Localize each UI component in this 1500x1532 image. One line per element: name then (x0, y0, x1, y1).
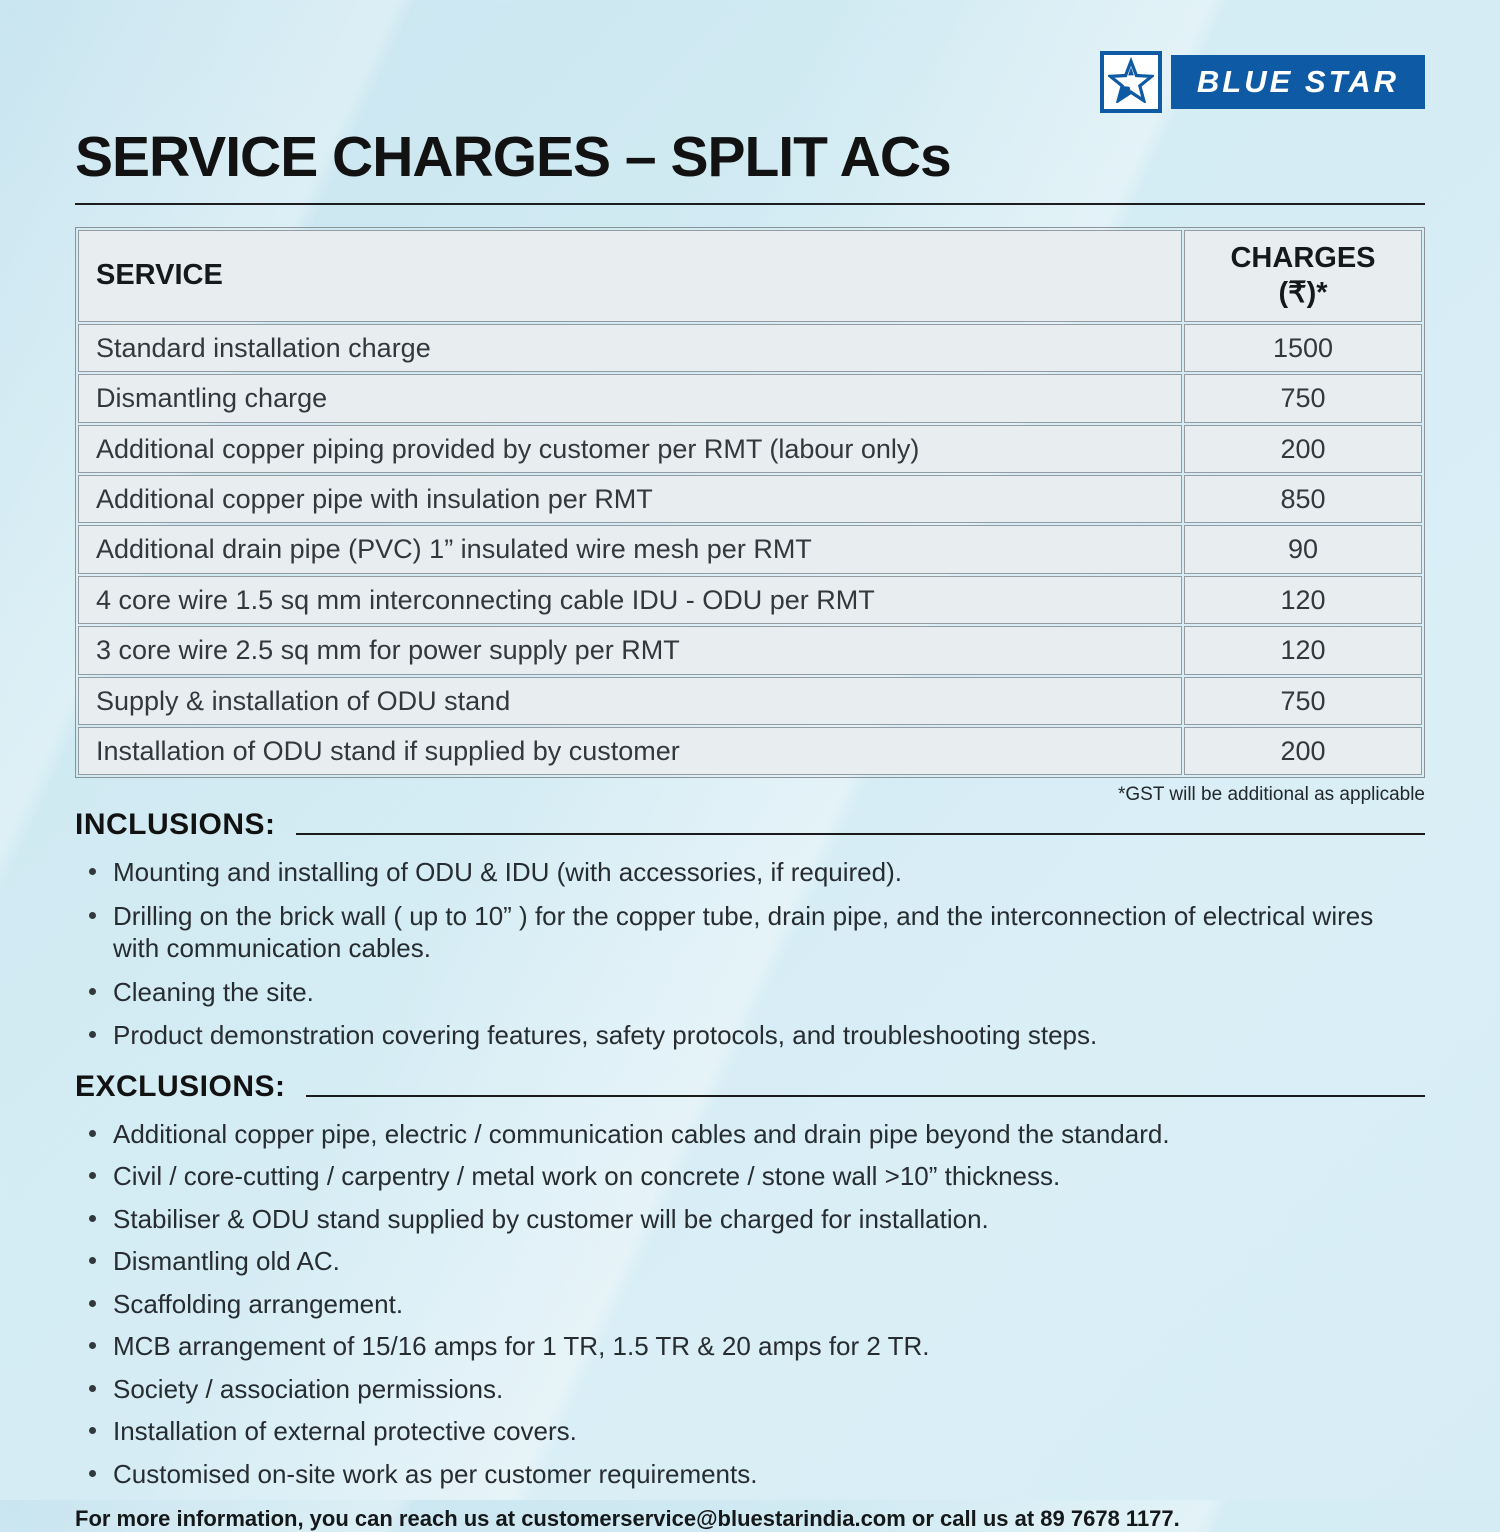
exclusions-header (75, 1070, 1425, 1104)
list-item-text: Cleaning the site. (113, 976, 314, 1007)
list-item-text: Customised on-site work as per customer requirements. (113, 1458, 758, 1489)
list-item (75, 1118, 1425, 1151)
table-row (78, 727, 1422, 775)
star-icon (1108, 57, 1154, 108)
table-row (78, 374, 1422, 422)
list-item (75, 1373, 1425, 1406)
bullet-icon (89, 1342, 96, 1349)
service-cell: Additional copper piping provided by customer per RMT (labour only) (78, 425, 1182, 473)
bullet-icon (89, 1427, 96, 1434)
charge-cell: 850 (1184, 475, 1422, 523)
table-row (78, 626, 1422, 674)
charge-cell: 200 (1184, 425, 1422, 473)
bullet-icon (89, 912, 96, 919)
table-row (78, 677, 1422, 725)
title-rule (75, 203, 1425, 205)
gst-footnote: *GST will be additional as applicable (1118, 784, 1425, 806)
exclusions-heading: EXCLUSIONS: (75, 1069, 286, 1103)
list-item-text: Stabiliser & ODU stand supplied by customer will be charged for installation. (113, 1203, 989, 1234)
list-item-text: Mounting and installing of ODU & IDU (with accessories, if required). (113, 857, 902, 888)
inclusions-list (75, 856, 1425, 1052)
table-header-row (78, 230, 1422, 322)
list-item (75, 1330, 1425, 1363)
exclusions-rule (306, 1095, 1425, 1097)
charge-cell: 120 (1184, 576, 1422, 624)
list-item-text: Additional copper pipe, electric / communication cables and drain pipe beyond the standard. (113, 1118, 1170, 1149)
inclusions-rule (296, 833, 1426, 835)
list-item-text: Drilling on the brick wall ( up to 10” ) for the copper tube, drain pipe, and the interconnection of electrical wires with communication cables. (113, 900, 1374, 964)
list-item (75, 1458, 1425, 1491)
table-row (78, 475, 1422, 523)
list-item-text: Scaffolding arrangement. (113, 1288, 404, 1319)
bullet-icon (89, 1257, 96, 1264)
table-row (78, 525, 1422, 573)
list-item (75, 1415, 1425, 1448)
brand-logo (1100, 51, 1425, 113)
service-cell: Standard installation charge (78, 324, 1182, 372)
bullet-icon (89, 1470, 96, 1477)
table-row (78, 576, 1422, 624)
service-cell: 4 core wire 1.5 sq mm interconnecting cable IDU - ODU per RMT (78, 576, 1182, 624)
charge-cell: 90 (1184, 525, 1422, 573)
table-header-charges: CHARGES (₹)* (1184, 230, 1422, 322)
list-item-text: Dismantling old AC. (113, 1246, 340, 1277)
bullet-icon (89, 1215, 96, 1222)
list-item-text: Society / association permissions. (113, 1373, 504, 1404)
bullet-icon (89, 868, 96, 875)
charges-table (75, 227, 1425, 779)
page-title: SERVICE CHARGES – SPLIT ACs (75, 125, 951, 189)
list-item (75, 1245, 1425, 1278)
list-item-text: Civil / core-cutting / carpentry / metal work on concrete / stone wall >10” thickness. (113, 1161, 1061, 1192)
bullet-icon (89, 1300, 96, 1307)
list-item (75, 1019, 1425, 1052)
list-item (75, 1160, 1425, 1193)
list-item-text: Product demonstration covering features, safety protocols, and troubleshooting steps. (113, 1020, 1098, 1051)
service-cell: Additional copper pipe with insulation per RMT (78, 475, 1182, 523)
bullet-icon (89, 1172, 96, 1179)
list-item-text: Installation of external protective covers. (113, 1416, 577, 1447)
bullet-icon (89, 1031, 96, 1038)
list-item (75, 1288, 1425, 1321)
service-cell: Supply & installation of ODU stand (78, 677, 1182, 725)
charge-cell: 1500 (1184, 324, 1422, 372)
brand-wordmark: BLUE STAR (1171, 55, 1425, 109)
inclusions-header (75, 808, 1425, 842)
logo-row (75, 50, 1425, 114)
list-item (75, 900, 1425, 965)
exclusions-list (75, 1118, 1425, 1491)
list-item-text: MCB arrangement of 15/16 amps for 1 TR, 1.5 TR & 20 amps for 2 TR. (113, 1331, 930, 1362)
bullet-icon (89, 1385, 96, 1392)
bullet-icon (89, 988, 96, 995)
list-item (75, 976, 1425, 1009)
table-header-service: SERVICE (78, 230, 1182, 322)
list-item (75, 1203, 1425, 1236)
charge-cell: 750 (1184, 677, 1422, 725)
service-cell: Additional drain pipe (PVC) 1” insulated wire mesh per RMT (78, 525, 1182, 573)
service-cell: Dismantling charge (78, 374, 1182, 422)
charge-cell: 200 (1184, 727, 1422, 775)
bullet-icon (89, 1130, 96, 1137)
table-row (78, 324, 1422, 372)
table-row (78, 425, 1422, 473)
logo-mark-box (1100, 51, 1162, 113)
charge-cell: 750 (1184, 374, 1422, 422)
service-cell: 3 core wire 2.5 sq mm for power supply per RMT (78, 626, 1182, 674)
footer-text: For more information, you can reach us at customerservice@bluestarindia.com or call us at 89 7678 1177. (75, 1506, 1180, 1532)
charge-cell: 120 (1184, 626, 1422, 674)
inclusions-heading: INCLUSIONS: (75, 808, 276, 842)
service-cell: Installation of ODU stand if supplied by customer (78, 727, 1182, 775)
list-item (75, 856, 1425, 889)
